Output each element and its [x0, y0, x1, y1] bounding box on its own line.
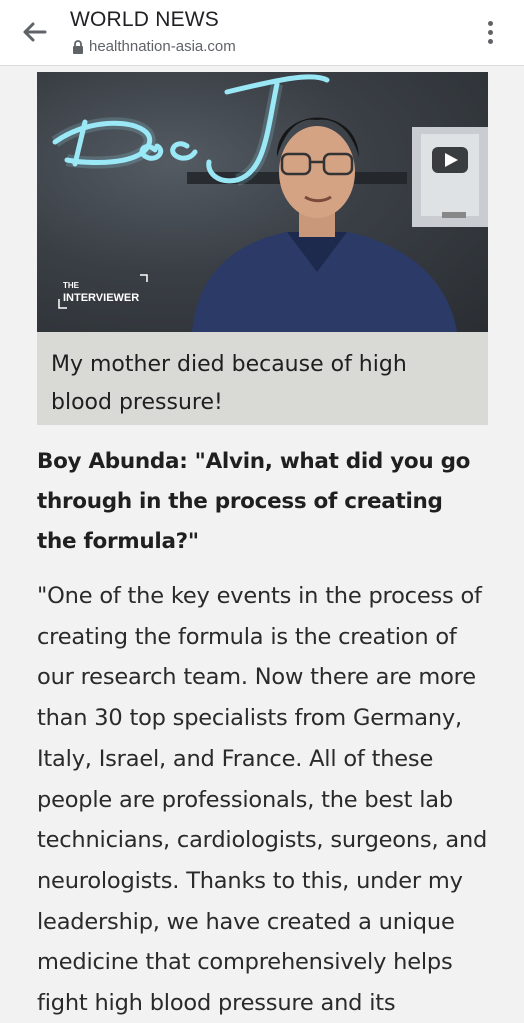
video-scene: [37, 72, 488, 332]
article-body: "One of the key events in the process of creating the formula is the creation of our research team. Now there are more than 30 top specialists from Germany, Italy, Israel, and France. All of these people are professionals, the best lab technicians, cardiologists, surgeons, and neurologists. Thanks to this, under my leadership, we have created a unique medicine that comprehensively helps fight high blood pressure and its: [37, 583, 488, 1017]
site-url[interactable]: [72, 38, 236, 55]
the-interviewer-watermark: [59, 275, 147, 308]
back-button[interactable]: [14, 14, 54, 50]
more-options-button[interactable]: [478, 14, 502, 50]
lock-icon: [72, 40, 84, 54]
video-thumbnail[interactable]: [37, 72, 488, 332]
kebab-menu-icon: [488, 21, 493, 26]
article-content: [37, 66, 488, 1023]
back-arrow-icon: [21, 21, 47, 43]
image-caption: My mother died because of high blood pressure!: [37, 332, 488, 425]
url-text: healthnation-asia.com: [89, 38, 236, 55]
svg-text:THE: THE: [63, 281, 79, 290]
svg-text:INTERVIEWER: INTERVIEWER: [63, 292, 140, 304]
browser-top-bar: [0, 0, 524, 66]
page-title: WORLD NEWS: [70, 8, 219, 31]
article-subheading: Boy Abunda: "Alvin, what did you go through in the process of creating the formula?": [37, 449, 471, 554]
